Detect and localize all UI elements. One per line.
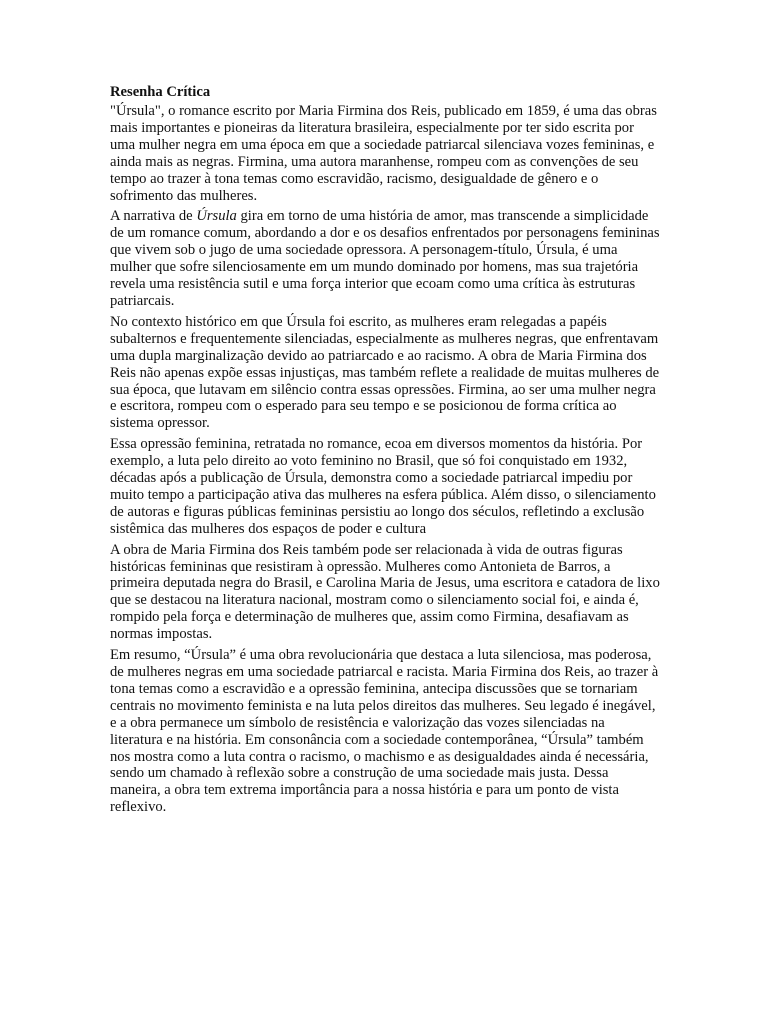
paragraph-4: Essa opressão feminina, retratada no romance, ecoa em diversos momentos da história. Por exemplo, a luta pelo direito ao voto feminino no Brasil, que só foi conquistado em 1932, décadas após a publicação de Úrsula, demonstra como a sociedade patriarcal impediu por muito tempo a participação ativa das mulheres na esfera pública. Além disso, o silenciamento de autoras e figuras públicas femininas persistiu ao longo dos séculos, refletindo a exclusão sistêmica das mulheres dos espaços de poder e cultura (110, 436, 656, 537)
paragraph-3: No contexto histórico em que Úrsula foi escrito, as mulheres eram relegadas a papéis subalternos e frequentemente silenciadas, especialmente as mulheres negras, que enfrentavam uma dupla marginalização devido ao patriarcado e ao racismo. A obra de Maria Firmina dos Reis não apenas expõe essas injustiças, mas também reflete a realidade de muitas mulheres de sua época, que lutavam em silêncio contra essas opressões. Firmina, ao ser uma mulher negra e escritora, rompeu com o esperado para seu tempo e se posicionou de forma crítica ao sistema opressor. (110, 313, 660, 432)
document-title: Resenha Crítica (110, 84, 211, 100)
paragraph-2-italic-title: Úrsula (196, 208, 237, 225)
paragraph-2-rest: gira em torno de uma história de amor, mas transcende a simplicidade de um romance comum, abordando a dor e os desafios enfrentados por personagens femininas que vivem sob o jugo de uma sociedade opressora. A personagem-título, Úrsula, é uma mulher que sofre silenciosamente em um mundo dominado por homens, mas sua trajetória revela uma resistência sutil e uma força interior que ecoam como uma crítica às estruturas patriarcais. (110, 208, 660, 309)
paragraph-1: "Úrsula", o romance escrito por Maria Firmina dos Reis, publicado em 1859, é uma das obras mais importantes e pioneiras da literatura brasileira, especialmente por ter sido escrita por uma mulher negra em uma época em que a sociedade patriarcal silenciava vozes femininas, e ainda mais as negras. Firmina, uma autora maranhense, rompeu com as convenções de seu tempo ao trazer à tona temas como escravidão, racismo, desigualdade de gênero e o sofrimento das mulheres. (110, 103, 657, 204)
paragraph-6: Em resumo, “Úrsula” é uma obra revolucionária que destaca a luta silenciosa, mas poderosa, de mulheres negras em uma sociedade patriarcal e racista. Maria Firmina dos Reis, ao trazer à tona temas como a escravidão e a opressão feminina, antecipa discussões que se tornariam centrais no movimento feminista e na luta pelos direitos das mulheres. Seu legado é inegável, e a obra permanece um símbolo de resistência e valorização das vozes silenciadas na literatura e na história. Em consonância com a sociedade contemporânea, “Úrsula” também nos mostra como a luta contra o racismo, o machismo e as desigualdades ainda é necessária, sendo um chamado à reflexão sobre a construção de uma sociedade mais justa. Dessa maneira, a obra tem extrema importância para a nossa história e para um ponto de vista reflexivo. (110, 647, 659, 816)
paragraph-2-lead: A narrativa de (110, 208, 197, 225)
paragraph-5: A obra de Maria Firmina dos Reis também pode ser relacionada à vida de outras figuras históricas femininas que resistiram à opressão. Mulheres como Antonieta de Barros, a primeira deputada negra do Brasil, e Carolina Maria de Jesus, uma escritora e catadora de lixo que se destacou na literatura nacional, mostram como o silenciamento social foi, e ainda é, rompido pela força e determinação de mulheres que, assim como Firmina, desafiavam as normas impostas. (110, 541, 660, 643)
paragraph-2 (110, 208, 660, 309)
document-page (110, 84, 660, 820)
